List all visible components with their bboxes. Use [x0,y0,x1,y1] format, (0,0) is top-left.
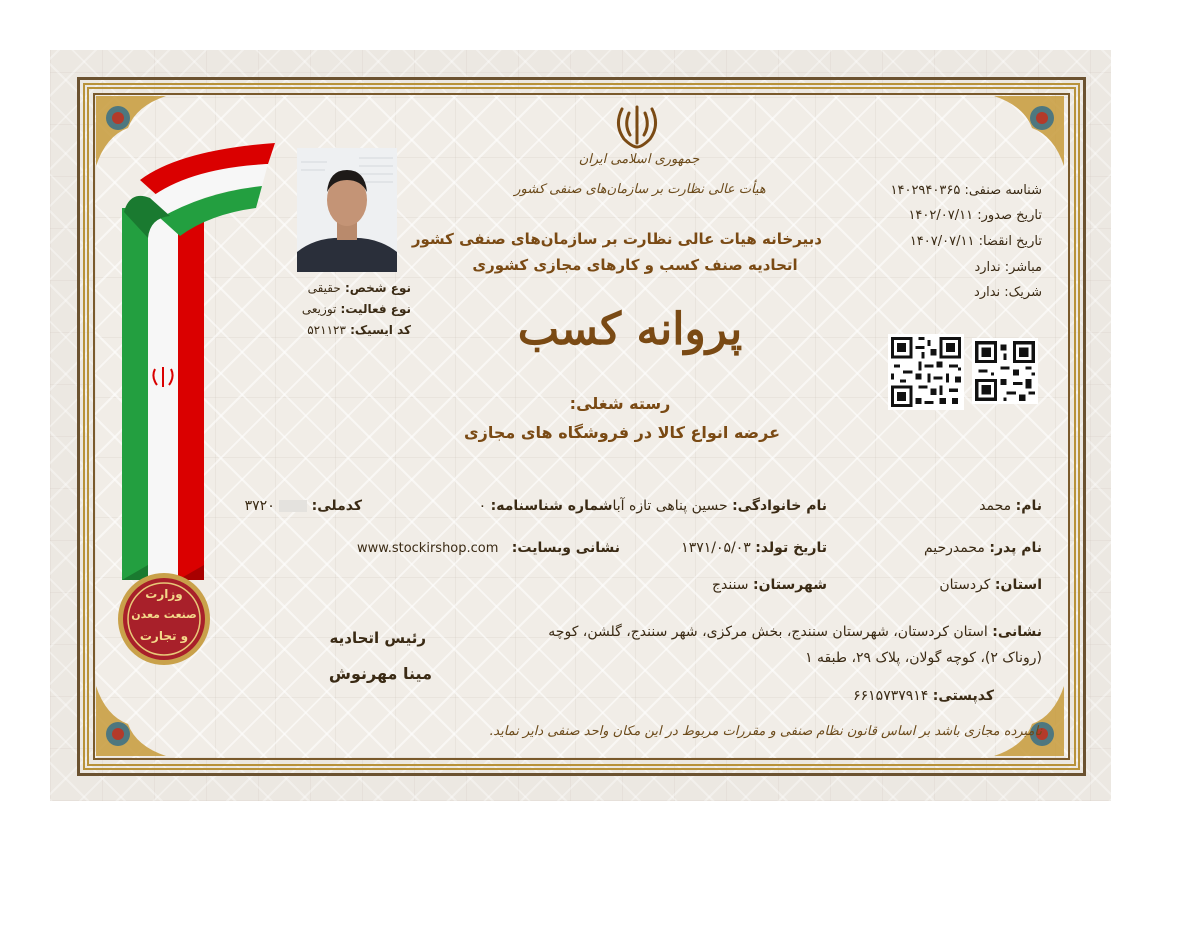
expiry-date-value: ۱۴۰۷/۰۷/۱۱ [909,234,975,249]
flag-ribbon [110,140,310,600]
partner-row [974,285,1042,300]
province-label: استان: [994,577,1042,593]
city-row [712,577,827,593]
website-label: نشانی وبسایت: [511,540,620,556]
partner-label: شریک: [1004,285,1042,300]
city-label: شهرستان: [752,577,827,593]
father-value: محمدرحیم [923,540,985,556]
signature-name: مینا مهرنوش [328,664,432,683]
national-code-redacted [279,500,307,512]
province-value: کردستان [939,577,991,593]
partner-value: ندارد [974,285,1001,300]
header-secretariat: دبیرخانه هیات عالی نظارت بر سازمان‌های صنفی کشور [411,230,822,248]
family-row [479,498,827,514]
name-row [979,498,1042,514]
header-republic: جمهوری اسلامی ایران [578,152,700,167]
postal-row [853,688,994,704]
manager-row [974,260,1042,275]
isic-value: ۵۲۱۱۲۳ [307,323,346,337]
birth-value: ۱۳۷۱/۰۵/۰۳ [681,540,751,556]
qr-code-large[interactable] [888,334,964,410]
activity-type-label: نوع فعالیت: [340,302,411,316]
corner-ornament-bottom-left [96,686,166,756]
license-id-label: شناسه صنفی: [964,183,1042,198]
address-line1: استان کردستان، شهرستان سنندج، بخش مرکزی، شهر سنندج، گلشن، کوچه [548,624,988,640]
license-id-value: ۱۴۰۲۹۴۰۳۶۵ [890,183,961,198]
certificate-title: پروانه کسب [517,304,743,355]
manager-value: ندارد [974,260,1001,275]
isic-label: کد ایسیک: [350,323,411,337]
expiry-date-row [910,234,1042,249]
city-value: سنندج [711,577,749,593]
isic-row [307,323,411,337]
national-code-row [245,498,362,514]
license-id-row [891,183,1043,198]
person-type-row [308,281,411,295]
idno-value: ۰ [478,498,487,514]
issue-date-value: ۱۴۰۲/۰۷/۱۱ [908,208,974,223]
website-link[interactable]: www.stockirshop.com [357,541,499,556]
job-label: رسته شغلی: [569,394,671,413]
address-label: نشانی: [992,624,1042,640]
national-code-value: ۳۷۲۰ [244,498,275,514]
manager-label: مباشر: [1004,260,1042,275]
family-value: حسین پناهی تازه آبا [612,498,728,514]
address-row [548,624,1042,640]
job-value: عرضه انواع کالا در فروشگاه های مجازی [463,423,780,442]
birth-label: تاریخ تولد: [755,540,827,556]
website-row [512,540,620,556]
owner-photo [297,148,397,272]
person-type-value: حقیقی [307,281,341,295]
postal-value: ۶۶۱۵۷۳۷۹۱۴ [853,688,929,704]
idno-label: شماره شناسنامه: [490,498,613,514]
issue-date-row [908,208,1042,223]
province-row [939,577,1042,593]
father-row [924,540,1042,556]
seal-line1: وزارت [145,587,183,601]
iran-emblem-icon [612,103,662,149]
name-value: محمد [979,498,1012,514]
header-council: هیأت عالی نظارت بر سازمان‌های صنفی کشور [514,182,766,197]
family-label: نام خانوادگی: [732,498,827,514]
expiry-date-label: تاریخ انقضا: [978,234,1042,249]
signature-role: رئیس اتحادیه [329,629,426,647]
birth-row [681,540,827,556]
seal-line2: صنعت معدن [131,608,197,621]
qr-code-small[interactable] [972,338,1038,404]
postal-label: کدپستی: [932,688,994,704]
father-label: نام پدر: [989,540,1042,556]
issue-date-label: تاریخ صدور: [977,208,1042,223]
header-union: اتحادیه صنف کسب و کارهای مجازی کشوری [472,256,798,274]
address-line2: (روناک ۲)، کوچه گولان، پلاک ۲۹، طبقه ۱ [805,650,1042,666]
footer-note: نامبرده مجازی باشد بر اساس قانون نظام صنفی و مقررات مربوط در این مکان واحد صنفی دایر نماید. [489,724,1042,739]
corner-ornament-bottom-right [994,686,1064,756]
activity-type-value: توزیعی [301,302,337,316]
seal-line3: و تجارت [139,629,189,643]
name-label: نام: [1015,498,1042,514]
corner-ornament-top-right [994,96,1064,166]
activity-type-row [302,302,411,316]
national-code-label: کدملی: [311,498,362,514]
person-type-label: نوع شخص: [344,281,411,295]
